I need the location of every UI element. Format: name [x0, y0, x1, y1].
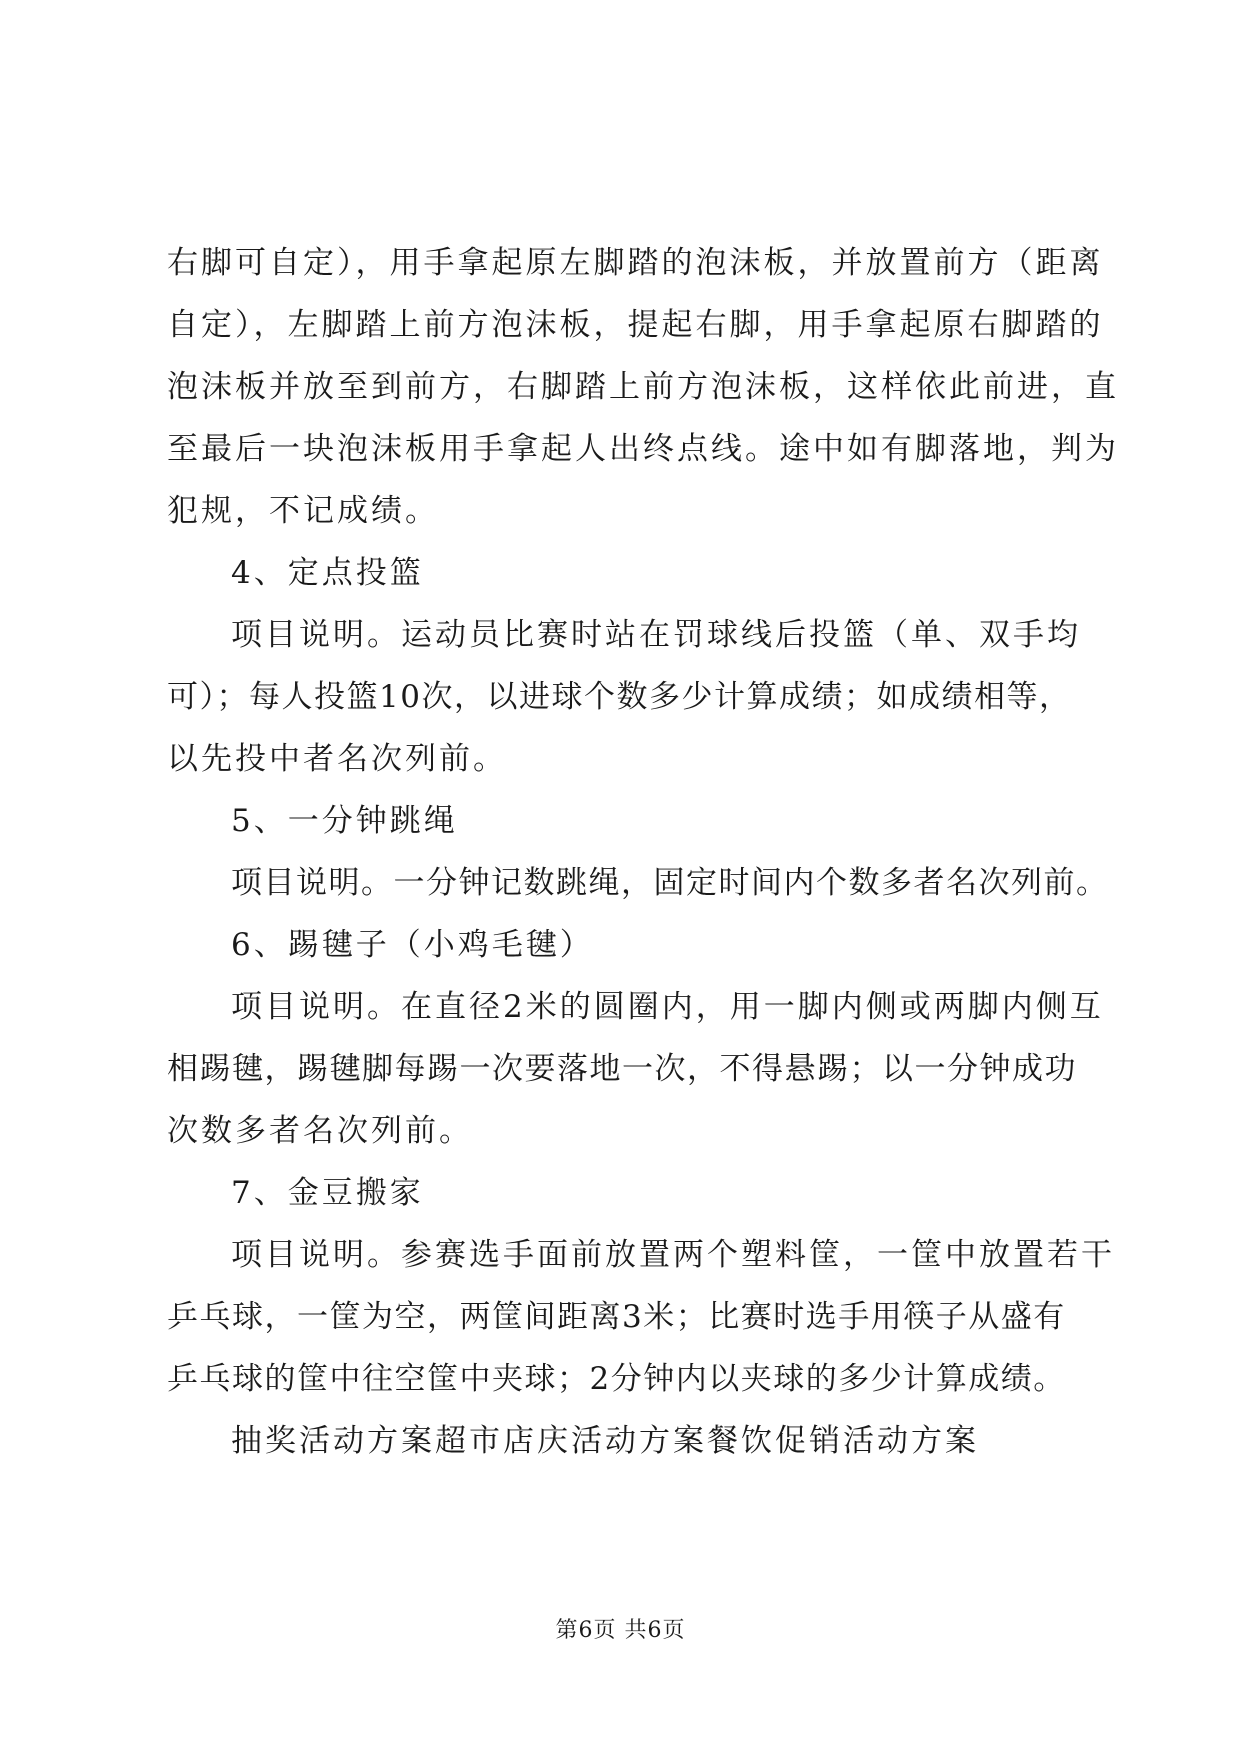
document-body: [167, 232, 1119, 1472]
paragraph-line: 相踢毽，踢毽脚每踢一次要落地一次，不得悬踢；以一分钟成功: [167, 1051, 1077, 1087]
paragraph-line: 项目说明。一分钟记数跳绳，固定时间内个数多者名次列前。: [231, 865, 1109, 901]
paragraph-line: 项目说明。参赛选手面前放置两个塑料筐，一筐中放置若干: [231, 1237, 1115, 1273]
paragraph-line: 项目说明。运动员比赛时站在罚球线后投篮（单、双手均: [231, 617, 1081, 653]
paragraph-line: 自定），左脚踏上前方泡沫板，提起右脚，用手拿起原右脚踏的: [167, 307, 1104, 343]
paragraph-line: 乒乓球，一筐为空，两筐间距离3米；比赛时选手用筷子从盛有: [167, 1299, 1066, 1335]
paragraph-line: 右脚可自定），用手拿起原左脚踏的泡沫板，并放置前方（距离: [167, 245, 1104, 281]
section-heading: 4、定点投篮: [231, 555, 424, 591]
paragraph-line: 乒乓球的筐中往空筐中夹球；2分钟内以夹球的多少计算成绩。: [167, 1361, 1066, 1397]
paragraph-line: 犯规，不记成绩。: [167, 493, 439, 529]
paragraph-line: 项目说明。在直径2米的圆圈内，用一脚内侧或两脚内侧互: [231, 989, 1104, 1025]
section-heading: 7、金豆搬家: [231, 1175, 424, 1211]
paragraph-line: 至最后一块泡沫板用手拿起人出终点线。途中如有脚落地，判为: [167, 431, 1119, 467]
paragraph-line: 泡沫板并放至到前方，右脚踏上前方泡沫板，这样依此前进，直: [167, 369, 1119, 405]
related-links-line: 抽奖活动方案超市店庆活动方案餐饮促销活动方案: [231, 1423, 979, 1459]
paragraph-line: 以先投中者名次列前。: [167, 741, 507, 777]
section-heading: 5、一分钟跳绳: [231, 803, 458, 839]
section-heading: 6、踢毽子（小鸡毛毽）: [231, 927, 594, 963]
page-number-footer: 第6页 共6页: [555, 1618, 686, 1643]
paragraph-line: 次数多者名次列前。: [167, 1113, 473, 1149]
paragraph-line: 可）；每人投篮10次，以进球个数多少计算成绩；如成绩相等，: [167, 679, 1072, 715]
